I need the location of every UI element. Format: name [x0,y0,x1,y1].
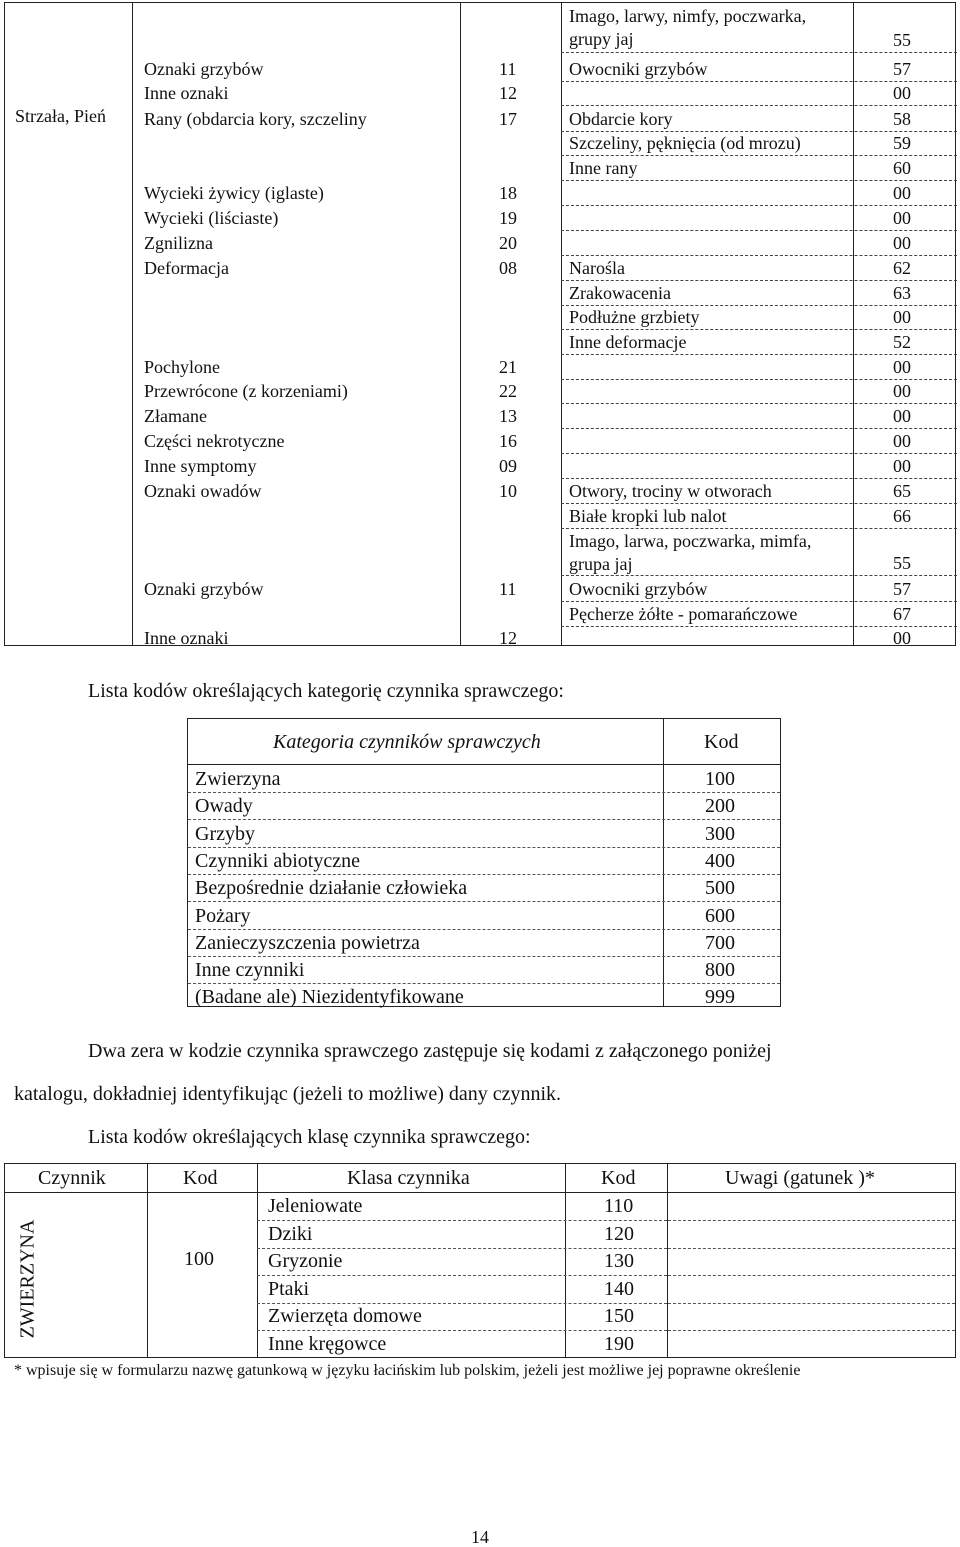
detail-code: 00 [893,381,911,401]
row-divider [561,428,957,429]
symptom-name: Inne symptomy [144,456,257,476]
class-name: Gryzonie [268,1250,343,1272]
category-table [187,718,781,1007]
row-divider [668,1330,955,1331]
group-label: Strzała, Pień [15,106,106,126]
symptom-code: 12 [499,83,517,103]
row-divider [561,601,957,602]
class-name: Inne kręgowce [268,1332,387,1355]
row-divider [188,929,780,930]
header-category: Kategoria czynników sprawczych [273,731,541,753]
detail-code: 59 [893,133,911,153]
row-divider [668,1303,955,1304]
column-divider [565,1164,566,1357]
detail-code: 60 [893,158,911,178]
category-code: 800 [705,959,735,982]
row-divider [561,379,957,380]
footnote: * wpisuje się w formularzu nazwę gatunkową w języku łacińskim lub polskim, jeżeli jest możliwe jej poprawne określenie [14,1362,801,1379]
symptom-detail: Obdarcie kory [569,109,673,129]
symptom-code: 11 [499,59,517,79]
category-code: 500 [705,877,735,900]
row-divider [561,81,957,82]
column-divider [561,3,562,645]
symptom-name: Rany (obdarcia kory, szczeliny [144,109,367,129]
category-code: 400 [705,849,735,872]
symptom-detail: Inne rany [569,158,638,178]
column-divider [147,1164,148,1357]
category-code: 700 [705,931,735,954]
category-name: (Badane ale) Niezidentyfikowane [195,986,464,1009]
category-name: Zanieczyszczenia powietrza [195,931,420,954]
detail-code: 57 [893,579,911,599]
row-divider [561,180,957,181]
symptom-name: Części nekrotyczne [144,431,285,451]
symptom-name: Deformacja [144,258,229,278]
row-divider [188,956,780,957]
group-label-vertical: ZWIERZYNA [16,1219,39,1339]
column-divider [257,1164,258,1357]
detail-code: 00 [893,456,911,476]
symptom-code: 19 [499,208,517,228]
detail-code: 55 [893,30,911,50]
detail-code: 66 [893,506,911,526]
symptom-code: 21 [499,357,517,377]
class-code: 190 [604,1332,634,1355]
class-code: 150 [604,1305,634,1327]
header-notes: Uwagi (gatunek )* [725,1167,875,1189]
symptom-code: 22 [499,381,517,401]
symptom-detail: Szczeliny, pęknięcia (od mrozu) [569,133,801,153]
symptom-detail: Podłużne grzbiety [569,307,700,327]
symptom-code: 11 [499,579,517,599]
detail-code: 00 [893,406,911,426]
symptom-name: Złamane [144,406,207,426]
paragraph-line-1: Dwa zera w kodzie czynnika sprawczego zastępuje się kodami z załączonego poniżej [88,1040,772,1062]
class-code: 140 [604,1277,634,1300]
row-divider [561,503,957,504]
symptom-code: 20 [499,233,517,253]
category-name: Zwierzyna [195,768,281,790]
paragraph-line-2: katalogu, dokładniej identyfikując (jeżeli to możliwe) dany czynnik. [14,1083,562,1105]
symptom-detail: Inne deformacje [569,332,687,352]
class-code: 130 [604,1250,634,1272]
page-number: 14 [471,1527,489,1547]
detail-code: 00 [893,208,911,228]
row-divider [561,255,957,256]
detail-code: 65 [893,481,911,501]
row-divider [561,305,957,306]
category-name: Inne czynniki [195,959,305,982]
category-code: 999 [705,986,735,1009]
symptom-name: Oznaki grzybów [144,59,264,79]
symptom-name: Inne oznaki [144,628,229,648]
symptom-code: 10 [499,481,517,501]
category-name: Grzyby [195,822,255,845]
row-divider [561,354,957,355]
symptom-table [4,2,956,646]
row-divider [188,874,780,875]
symptom-name: Oznaki grzybów [144,579,264,599]
row-divider [561,626,957,627]
symptom-code: 17 [499,109,517,129]
category-name: Czynniki abiotyczne [195,849,360,872]
detail-code: 00 [893,357,911,377]
header-code: Kod [704,731,739,753]
symptom-code: 16 [499,431,517,451]
class-heading: Lista kodów określających klasę czynnika sprawczego: [88,1126,531,1148]
class-name: Jeleniowate [268,1195,363,1217]
header-factor: Czynnik [38,1167,106,1189]
detail-code: 00 [893,183,911,203]
symptom-name: Przewrócone (z korzeniami) [144,381,348,401]
header-class-code: Kod [601,1167,636,1189]
symptom-detail: Narośla [569,258,625,278]
row-divider [561,280,957,281]
row-divider [188,847,780,848]
symptom-code: 13 [499,406,517,426]
class-code: 110 [604,1195,634,1217]
symptom-code: 08 [499,258,517,278]
row-divider [561,329,957,330]
symptom-detail: Imago, larwy, nimfy, poczwarka, grupy jaj [569,6,807,49]
row-divider [561,105,957,106]
row-divider [561,155,957,156]
row-divider [561,230,957,231]
class-name: Dziki [268,1222,313,1245]
symptom-name: Inne oznaki [144,83,229,103]
class-name: Ptaki [268,1277,310,1300]
detail-code: 00 [893,628,911,648]
row-divider [561,205,957,206]
symptom-name: Oznaki owadów [144,481,262,501]
detail-code: 58 [893,109,911,129]
row-divider [561,403,957,404]
symptom-detail: Zrakowacenia [569,283,671,303]
detail-code: 52 [893,332,911,352]
symptom-detail: Imago, larwa, poczwarka, mimfa, grupa jaj [569,531,812,574]
row-divider [561,52,957,53]
symptom-code: 09 [499,456,517,476]
group-code: 100 [184,1248,214,1270]
column-divider [663,719,664,1006]
symptom-code: 18 [499,183,517,203]
category-code: 200 [705,795,735,818]
symptom-detail: Pęcherze żółte - pomarańczowe [569,604,798,624]
detail-code: 00 [893,307,911,327]
symptom-name: Wycieki żywicy (iglaste) [144,183,324,203]
detail-code: 00 [893,233,911,253]
header-code: Kod [183,1167,218,1189]
row-divider [668,1220,955,1221]
detail-code: 63 [893,283,911,303]
symptom-detail: Otwory, trociny w otworach [569,481,772,501]
column-divider [132,3,133,645]
symptom-name: Zgnilizna [144,233,213,253]
category-name: Pożary [195,904,251,927]
detail-code: 55 [893,553,911,573]
detail-code: 57 [893,59,911,79]
category-code: 600 [705,904,735,927]
class-table [4,1163,956,1358]
symptom-detail: Owocniki grzybów [569,59,708,79]
row-divider [668,1248,955,1249]
row-divider [561,478,957,479]
symptom-name: Wycieki (liściaste) [144,208,279,228]
detail-code: 00 [893,83,911,103]
symptom-detail: Owocniki grzybów [569,579,708,599]
class-name: Zwierzęta domowe [268,1305,422,1327]
category-code: 100 [705,768,735,790]
detail-code: 00 [893,431,911,451]
header-class: Klasa czynnika [347,1167,470,1189]
category-name: Bezpośrednie działanie człowieka [195,877,468,900]
row-divider [668,1275,955,1276]
detail-code: 62 [893,258,911,278]
column-divider [667,1164,668,1357]
category-code: 300 [705,822,735,845]
class-code: 120 [604,1222,634,1245]
header-divider [188,764,780,765]
row-divider [188,819,780,820]
column-divider [853,3,854,645]
symptom-code: 12 [499,628,517,648]
row-divider [561,131,957,132]
symptom-name: Pochylone [144,357,220,377]
row-divider [188,901,780,902]
row-divider [561,453,957,454]
column-divider [460,3,461,645]
row-divider [188,792,780,793]
category-heading: Lista kodów określających kategorię czynnika sprawczego: [88,680,564,702]
symptom-detail: Białe kropki lub nalot [569,506,727,526]
row-divider [561,528,957,529]
row-divider [188,983,780,984]
category-name: Owady [195,795,253,818]
detail-code: 67 [893,604,911,624]
